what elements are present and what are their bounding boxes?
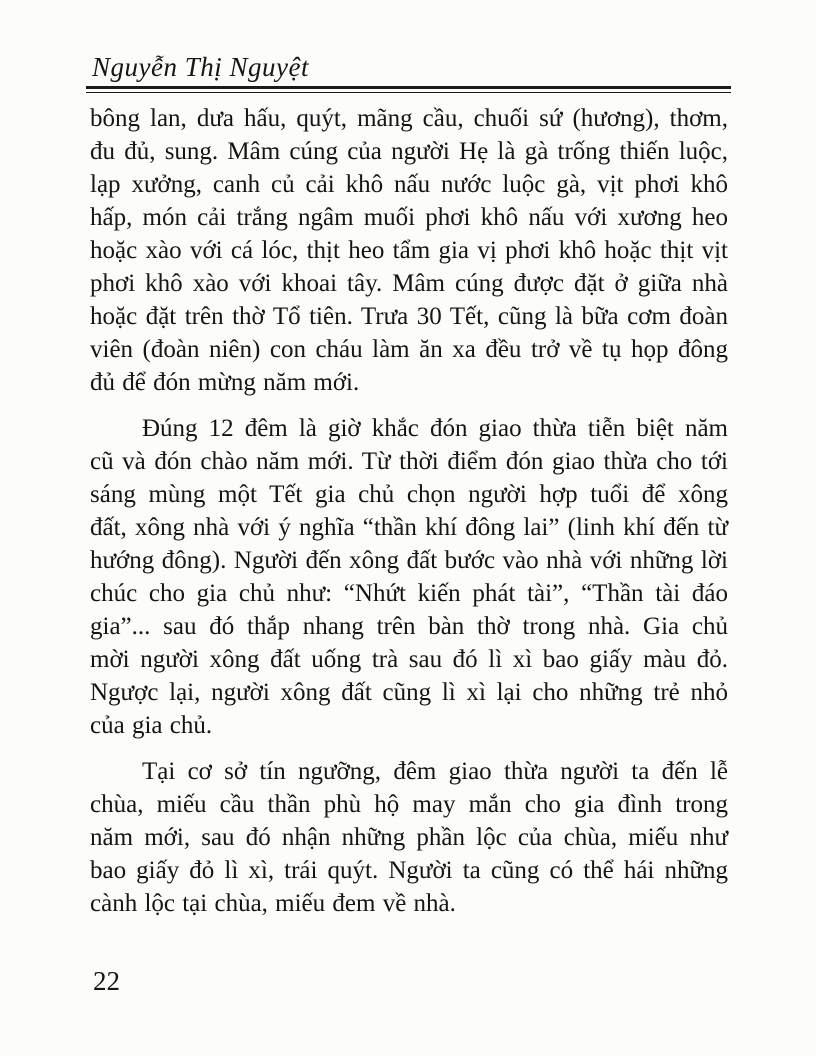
body-text xyxy=(90,102,728,920)
text-line: cành lộc tại chùa, miếu đem về nhà. xyxy=(90,890,456,917)
text-line: đủ để đón mừng năm mới. xyxy=(90,369,360,396)
text-line: Ngược lại, người xông đất cũng lì xì lại cho những trẻ nhỏ xyxy=(90,679,728,706)
paragraph xyxy=(90,755,728,920)
text-line: năm mới, sau đó nhận những phần lộc của chùa, miếu như xyxy=(90,824,728,851)
text-line: gia”... sau đó thắp nhang trên bàn thờ trong nhà. Gia chủ xyxy=(90,613,728,640)
text-line: hoặc xào với cá lóc, thịt heo tẩm gia vị phơi khô hoặc thịt vịt xyxy=(90,237,728,264)
text-line: viên (đoàn niên) con cháu làm ăn xa đều trở về tụ họp đông xyxy=(90,336,728,363)
text-line: Tại cơ sở tín ngưỡng, đêm giao thừa người ta đến lễ xyxy=(142,758,728,785)
text-line: lạp xưởng, canh củ cải khô nấu nước luộc gà, vịt phơi khô xyxy=(90,171,728,198)
running-head-author: Nguyễn Thị Nguyệt xyxy=(92,52,309,82)
header-rule xyxy=(86,86,731,93)
text-line: chùa, miếu cầu thần phù hộ may mắn cho gia đình trong xyxy=(90,791,728,818)
text-line: chúc cho gia chủ như: “Nhứt kiến phát tài”, “Thần tài đáo xyxy=(90,580,728,607)
text-line: bao giấy đỏ lì xì, trái quýt. Người ta cũng có thể hái những xyxy=(90,857,728,884)
text-line: phơi khô xào với khoai tây. Mâm cúng được đặt ở giữa nhà xyxy=(90,270,728,297)
text-line: hoặc đặt trên thờ Tổ tiên. Trưa 30 Tết, cũng là bữa cơm đoàn xyxy=(90,303,728,330)
text-line: mời người xông đất uống trà sau đó lì xì bao giấy màu đỏ. xyxy=(90,646,728,673)
text-line: bông lan, dưa hấu, quýt, mãng cầu, chuối sứ (hương), thơm, xyxy=(90,105,728,132)
paragraph xyxy=(90,102,728,399)
text-line: sáng mùng một Tết gia chủ chọn người hợp tuổi để xông xyxy=(90,481,728,508)
text-line: đất, xông nhà với ý nghĩa “thần khí đông lai” (linh khí đến từ xyxy=(90,514,728,541)
text-line: Đúng 12 đêm là giờ khắc đón giao thừa tiễn biệt năm xyxy=(142,415,728,442)
text-line: hấp, món cải trắng ngâm muối phơi khô nấu với xương heo xyxy=(90,204,728,231)
text-line: đu đủ, sung. Mâm cúng của người Hẹ là gà trống thiến luộc, xyxy=(90,138,728,165)
text-line: của gia chủ. xyxy=(90,712,213,739)
text-line: cũ và đón chào năm mới. Từ thời điểm đón giao thừa cho tới xyxy=(90,448,728,475)
paragraph xyxy=(90,412,728,742)
text-line: hướng đông). Người đến xông đất bước vào nhà với những lời xyxy=(90,547,728,574)
page-number: 22 xyxy=(93,966,120,996)
